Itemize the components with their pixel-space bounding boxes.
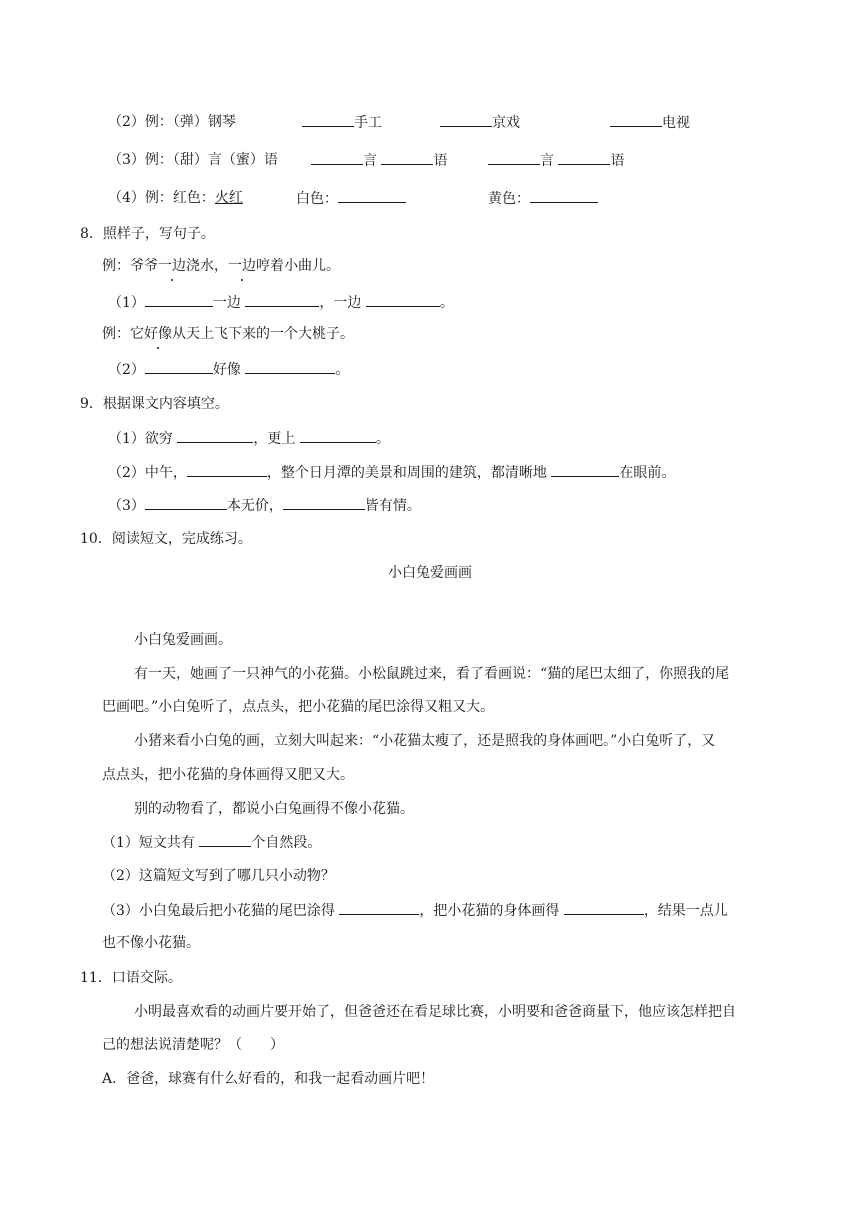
q9-item1: [108, 428, 390, 449]
passage-title: 小白兔爱画画: [388, 565, 472, 581]
word: 言: [540, 153, 554, 169]
answer-blank[interactable]: [300, 428, 376, 443]
answer-blank[interactable]: [610, 112, 662, 127]
answer-blank[interactable]: [440, 112, 492, 127]
label: （1）短文共有: [102, 835, 195, 851]
emphasis-word: 好像: [144, 326, 172, 342]
text: 浇水，: [186, 258, 228, 274]
q7-item3-answers-left: [311, 150, 447, 171]
text: 。: [375, 431, 390, 447]
text: 从天上飞下来的一个大桃子。: [172, 326, 354, 342]
answer-blank[interactable]: [339, 900, 419, 915]
q8-item2: [108, 359, 349, 380]
word: 语: [433, 153, 448, 169]
q7-item2-answer-2: [440, 112, 520, 133]
example-answer: 火红: [214, 190, 243, 206]
q10-heading: 10．阅读短文，完成练习。: [80, 531, 252, 547]
q8-example-1: [102, 256, 340, 276]
text: ，整个日月潭的美景和周围的建筑，都清晰地: [266, 465, 547, 481]
text: 在眼前。: [619, 465, 676, 481]
answer-blank[interactable]: [551, 462, 619, 477]
q8-heading: 8．照样子，写句子。: [80, 226, 215, 242]
passage-paragraph-cont: 巴画吧。”小白兔听了，点点头，把小花猫的尾巴涂得又粗又大。: [102, 699, 495, 715]
q7-item3-answers-right: [488, 150, 624, 171]
text: ，更上: [253, 431, 296, 447]
answer-blank[interactable]: [283, 495, 365, 510]
q11-option-a[interactable]: A．爸爸，球赛有什么好看的，和我一起看动画片吧！: [102, 1071, 435, 1087]
passage-paragraph: 小猪来看小白兔的画，立刻大叫起来：“小花猫太瘦了，还是照我的身体画吧。”小白兔听了，又: [134, 733, 716, 749]
answer-blank[interactable]: [488, 150, 540, 165]
emphasis-word: 一边: [228, 258, 256, 274]
q7-item4-white: [296, 188, 406, 209]
text: 皆有情。: [364, 498, 421, 514]
q10-sub1: [102, 832, 321, 853]
label: （2）: [108, 362, 145, 378]
text: 。: [439, 295, 454, 311]
q10-sub3-cont: 也不像小花猫。: [102, 935, 200, 951]
answer-blank[interactable]: [530, 188, 598, 203]
q10-sub2: （2）这篇短文写到了哪几只小动物？: [102, 868, 335, 884]
label: 白色：: [296, 191, 338, 207]
q9-item3: [108, 495, 421, 516]
passage-paragraph: 小白兔爱画画。: [134, 632, 232, 648]
text: 哼着小曲儿。: [256, 258, 340, 274]
answer-blank[interactable]: [245, 292, 319, 307]
answer-blank[interactable]: [311, 150, 363, 165]
text: 好像: [212, 362, 241, 378]
text: 例：爷爷: [102, 258, 158, 274]
passage-paragraph-cont: 点点头，把小花猫的身体画得又肥又大。: [102, 767, 354, 783]
answer-blank[interactable]: [302, 112, 354, 127]
word: 电视: [662, 115, 690, 131]
q7-item4-example: [108, 188, 243, 208]
passage-paragraph: 别的动物看了，都说小白兔画得不像小花猫。: [134, 801, 414, 817]
answer-blank[interactable]: [564, 900, 644, 915]
label: （2）中午，: [108, 465, 187, 481]
answer-blank[interactable]: [187, 462, 267, 477]
q7-item2-answer-3: [610, 112, 690, 133]
word: 言: [363, 153, 377, 169]
text: 个自然段。: [251, 835, 322, 851]
answer-blank[interactable]: [245, 359, 335, 374]
answer-blank[interactable]: [145, 495, 227, 510]
text: 例：它: [102, 326, 144, 342]
text: 本无价，: [226, 498, 283, 514]
answer-blank[interactable]: [199, 832, 251, 847]
answer-blank[interactable]: [145, 292, 213, 307]
label: （1）欲穷: [108, 431, 173, 447]
answer-blank[interactable]: [338, 188, 406, 203]
q11-heading: 11．口语交际。: [80, 970, 182, 986]
text: 一边: [212, 295, 241, 311]
q9-item2: [108, 462, 675, 483]
label: （4）例：红色：: [108, 190, 215, 206]
q8-example-2: [102, 324, 354, 344]
label: （1）: [108, 295, 145, 311]
q7-item2-answer-1: [302, 112, 382, 133]
answer-blank[interactable]: [558, 150, 610, 165]
text: ，结果一点儿: [643, 903, 728, 919]
word: 语: [610, 153, 625, 169]
label: （3）小白兔最后把小花猫的尾巴涂得: [102, 903, 335, 919]
emphasis-word: 一边: [158, 258, 186, 274]
text: ，把小花猫的身体画得: [419, 903, 560, 919]
word: 京戏: [492, 115, 520, 131]
q9-heading: 9．根据课文内容填空。: [80, 396, 229, 412]
text: ，一边: [319, 295, 362, 311]
label: 黄色：: [488, 191, 530, 207]
passage-paragraph: 有一天，她画了一只神气的小花猫。小松鼠跳过来，看了看画说：“猫的尾巴太细了，你照我的尾: [134, 666, 730, 682]
q7-item4-yellow: [488, 188, 598, 209]
q10-sub3: [102, 900, 728, 921]
text: 。: [335, 362, 350, 378]
answer-blank[interactable]: [381, 150, 433, 165]
q11-paragraph: 小明最喜欢看的动画片要开始了，但爸爸还在看足球比赛，小明要和爸爸商量下，他应该怎样把自: [134, 1004, 736, 1020]
answer-blank[interactable]: [145, 359, 213, 374]
label: （3）: [108, 498, 145, 514]
q8-item1: [108, 292, 454, 313]
q11-paragraph-cont: 己的想法说清楚呢？（ ）: [102, 1037, 284, 1053]
q7-item2-label: （2）例：（弹）钢琴: [108, 114, 236, 130]
word: 手工: [354, 115, 382, 131]
answer-blank[interactable]: [177, 428, 253, 443]
answer-blank[interactable]: [366, 292, 440, 307]
q7-item3-label: （3）例：（甜）言（蜜）语: [108, 152, 278, 168]
